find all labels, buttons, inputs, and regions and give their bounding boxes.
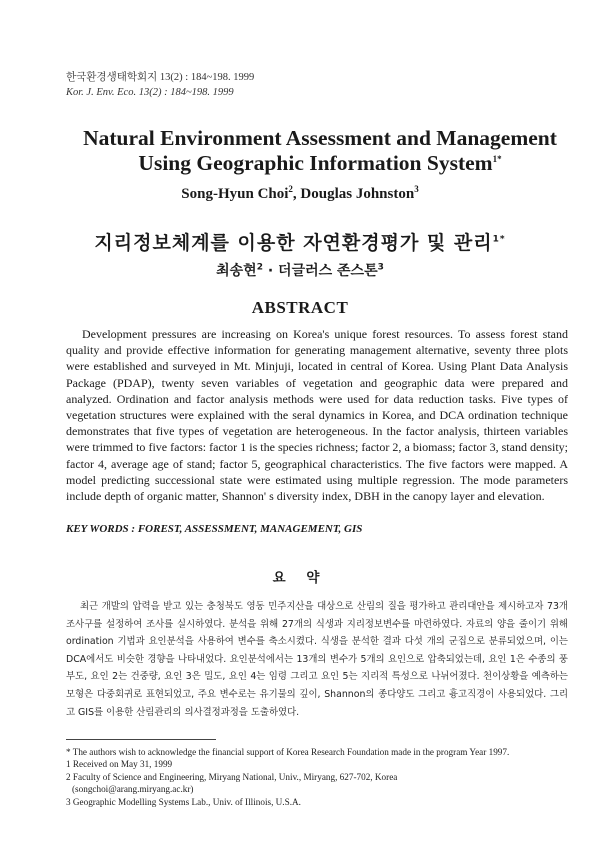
author-name: Douglas Johnston: [300, 186, 415, 202]
footnotes: [66, 746, 576, 808]
korean-author-marker: 2: [256, 262, 263, 273]
author-name: Song-Hyun Choi: [181, 186, 289, 202]
korean-summary-body: 최근 개발의 압력을 받고 있는 충청북도 영동 민주지산을 대상으로 산림의 질을 평가하고 관리대안을 제시하고자 73개 조사구를 설정하여 조사를 실시하였다. 분석을 위해 27개의 식생과 지리정보변수를 마련하였다. 자료의 양을 줄이기 위해 ordination 기법과 요인분석을 사용하여 변수를 축소시켰다. 식생을 분석한 결과 다섯 개의 군집으로 분류되었으며, 이는 DCA에서도 비슷한 경향을 나타내었다. 요인분석에서는 13개의 변수가 5개의 요인으로 압축되었는데, 요인 1은 수종의 풍부도, 요인 2는 건중량, 요인 3은 밀도, 요인 4는 임령 그리고 요인 5는 지리적 특성으로 나뉘어졌다. 천이상황을 예측하는 모형은 다중회귀로 표현되었고, 주요 변수로는 유기물의 깊이, Shannon의 종다양도 그리고 흉고직경이 사용되었다. 그리고 GIS를 이용한 산림관리의 의사결정과정을 도출하였다.: [66, 601, 568, 718]
author-separator: ,: [292, 186, 301, 202]
footnote-affiliation-1: 2 Faculty of Science and Engineering, Miryang National, Univ., Miryang, 627-702, Korea: [66, 771, 398, 782]
journal-citation-english: Kor. J. Env. Eco. 13(2) : 184~198. 1999: [66, 87, 234, 98]
journal-header: [66, 70, 254, 100]
paper-title-line1: Natural Environment Assessment and Management: [83, 126, 557, 150]
paper-title-line2-wrap: [40, 151, 600, 176]
korean-title-text: 지리정보체계를 이용한 자연환경평가 및 관리: [94, 232, 493, 254]
footnote-divider: [66, 739, 216, 740]
korean-summary-heading: 요 약: [272, 570, 328, 586]
paper-title-line2: Using Geographic Information System: [138, 151, 493, 175]
footnote-email: (songchoi@arang.miryang.ac.kr): [72, 784, 194, 795]
korean-author-marker: 3: [377, 262, 384, 273]
journal-citation-korean: 한국환경생태학회지 13(2) : 184~198. 1999: [66, 72, 255, 83]
author-affiliation-marker: 3: [414, 184, 419, 194]
korean-author-list: [0, 260, 600, 280]
korean-author-separator: ·: [262, 263, 279, 279]
korean-title: [0, 228, 600, 255]
author-list: [0, 186, 600, 203]
footnote-affiliation-2: 3 Geographic Modelling Systems Lab., Univ. of Illinois, U.S.A.: [66, 796, 301, 807]
title-footnote-marker: 1*: [492, 153, 502, 164]
author-affiliation-marker: 2: [288, 184, 293, 194]
keywords: KEY WORDS : FOREST, ASSESSMENT, MANAGEMENT, GIS: [66, 523, 363, 535]
footnote-acknowledgement: * The authors wish to acknowledge the financial support of Korea Research Foundation made in the program Year 1997.: [66, 747, 510, 757]
korean-author-name: 최송현: [216, 263, 257, 279]
abstract-body: Development pressures are increasing on Korea's unique forest resources. To assess forest stand quality and provide effective information for generating management alternative, seventy three plots were established and surveyed in Mt. Minjuji, located in central of Korea. Using Plant Data Analysis Package (PDAP), twenty seven variables of vegetation and geographic data were prepared and analyzed. Ordination and factor analysis methods were used for data reduction tasks. Five types of vegetation structures were explained with the seral dynamics in Korea, and DCA ordination technique demonstrates that five types of vegetation are heterogeneous. In the factor analysis, thirteen variables were trimmed to five factors: factor 1 is the species richness; factor 2, a biomass; factor 3, stand density; factor 4, average age of stand; factor 5, geographical characteristics. The five factors were mapped. A model predicting successional state were estimated using multiple regression. The mode parameters include depth of organic matter, Shannon' s diversity index, DBH in the canopy layer and elevation.: [66, 327, 568, 504]
korean-author-name: 더글러스 존스톤: [278, 263, 378, 279]
abstract-heading: ABSTRACT: [251, 298, 349, 317]
paper-title: [40, 126, 600, 176]
korean-title-marker: 1*: [492, 234, 506, 245]
footnote-received: 1 Received on May 31, 1999: [66, 759, 173, 770]
